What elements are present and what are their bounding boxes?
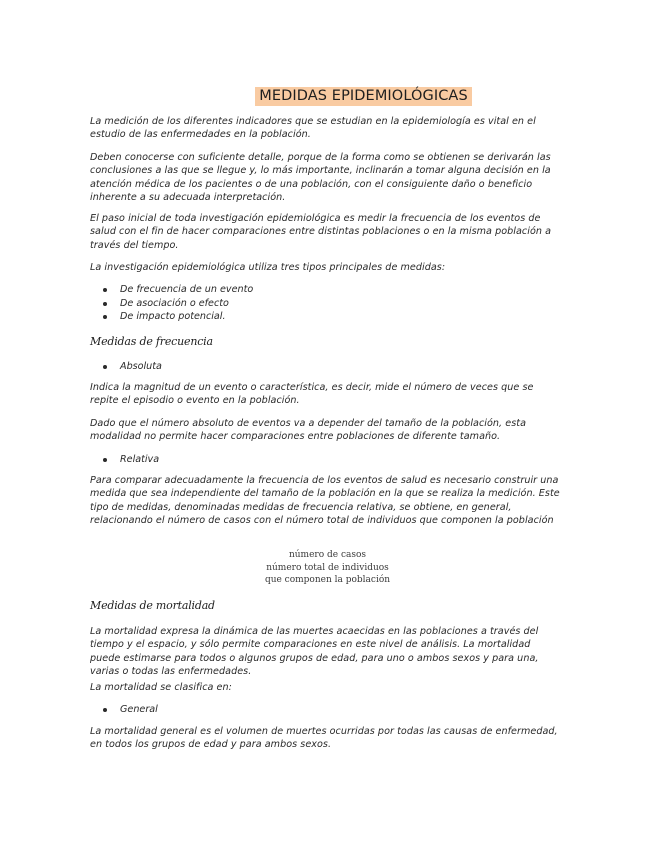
bullet-icon	[103, 458, 107, 462]
heading-mortalidad: Medidas de mortalidad	[90, 599, 215, 612]
paragraph-clasificacion: La mortalidad se clasifica en:	[90, 682, 232, 693]
page-title: MEDIDAS EPIDEMIOLÓGICAS	[255, 87, 472, 106]
heading-frecuencia: Medidas de frecuencia	[90, 335, 213, 348]
paragraph-measure-types: La investigación epidemiológica utiliza tres tipos principales de medidas:	[90, 262, 446, 273]
document-page: MEDIDAS EPIDEMIOLÓGICAS La medición de los diferentes indicadores que se estudian en la epidemiología es vital en el estudio de las enfermedades en la población. Deben conocerse con suficiente detalle, porque de la forma como se obtienen se derivarán las conclusiones a las que se llegue y, lo más importante, inclinarán a tomar alguna decisión en la atención médica de los pacientes o de una población, con el consiguiente daño o beneficio inherente a su adecuada interpretación. El paso inicial de toda investigación epidemiológica es medir la frecuencia de los eventos de salud con el fin de hacer comparaciones entre distintas poblaciones o en la misma población a través del tiempo. La investigación epidemiológica utiliza tres tipos principales de medidas: De frecuencia de un evento De asociación o efecto De impacto potencial. Medidas de frecuencia Absoluta Indica la magnitud de un evento o característica, es decir, mide el número de veces que se repite el episodio o evento en la población. Dado que el número absoluto de eventos va a depender del tamaño de la población, esta modalidad no permite hacer comparaciones entre poblaciones de diferente tamaño. Relativa Para comparar adecuadamente la frecuencia de los eventos de salud es necesario construir una medida que sea independiente del tamaño de la población en la que se realiza la medición. Este tipo de medidas, denominadas medidas de frecuencia relativa, se obtiene, en general, relacionando el número de casos con el número total de individuos que componen la población número de casos número total de individuos que componen la población Medidas de mortalidad La mortalidad expresa la dinámica de las muertes acaecidas en las poblaciones a través del tiempo y el espacio, y sólo permite comparaciones en este nivel de análisis. La mortalidad puede estimarse para todos o algunos grupos de edad, para uno o ambos sexos y para una, varias o todas las enfermedades. La mortalidad se clasifica en: General La mortalidad general es el volumen de muertes ocurridas por todas las causas de enfermedad, en todos los grupos de edad y para ambos sexos.	[0, 0, 655, 848]
paragraph-mortalidad: La mortalidad expresa la dinámica de las muertes acaecidas en las poblaciones a través del tiempo y el espacio, y sólo permite comparaciones en este nivel de análisis. La mortalidad puede estimarse para todos o algunos grupos de edad, para uno o ambos sexos y para una, varias o todas las enfermedades.	[90, 626, 539, 677]
bullet-icon	[103, 288, 107, 292]
paragraph-absolute-count: Dado que el número absoluto de eventos va a depender del tamaño de la población, esta modalidad no permite hacer comparaciones entre poblaciones de diferente tamaño.	[90, 418, 527, 443]
formula	[0, 549, 655, 587]
bullet-icon	[103, 315, 107, 319]
paragraph-mortalidad-general: La mortalidad general es el volumen de muertes ocurridas por todas las causas de enfermedad, en todos los grupos de edad y para ambos sexos.	[90, 726, 558, 751]
paragraph-absoluta: Indica la magnitud de un evento o característica, es decir, mide el número de veces que se repite el episodio o evento en la población.	[90, 382, 534, 407]
paragraph-intro: La medición de los diferentes indicadores que se estudian en la epidemiología es vital en el estudio de las enfermedades en la población.	[90, 116, 536, 141]
title-wrapper	[0, 85, 655, 106]
formula-numerator: número de casos	[288, 550, 367, 560]
bullet-icon	[103, 365, 107, 369]
paragraph-relativa: Para comparar adecuadamente la frecuencia de los eventos de salud es necesario construir una medida que sea independiente del tamaño de la población en la que se realiza la medición. Este tipo de medidas, denominadas medidas de frecuencia relativa, se obtiene, en general, relacionando el número de casos con el número total de individuos que componen la población	[90, 475, 560, 526]
paragraph-first-step: El paso inicial de toda investigación epidemiológica es medir la frecuencia de los eventos de salud con el fin de hacer comparaciones entre distintas poblaciones o en la misma población a través del tiempo.	[90, 213, 552, 251]
bullet-icon	[103, 302, 107, 306]
paragraph-detail: Deben conocerse con suficiente detalle, porque de la forma como se obtienen se derivarán las conclusiones a las que se llegue y, lo más importante, inclinarán a tomar alguna decisión en la atención médica de los pacientes o de una población, con el consiguiente daño o beneficio inherente a su adecuada interpretación.	[90, 152, 551, 203]
formula-denominator-line1: número total de individuos	[266, 562, 389, 573]
bullet-icon	[103, 708, 107, 712]
formula-denominator-line2: que componen la población	[264, 575, 391, 585]
